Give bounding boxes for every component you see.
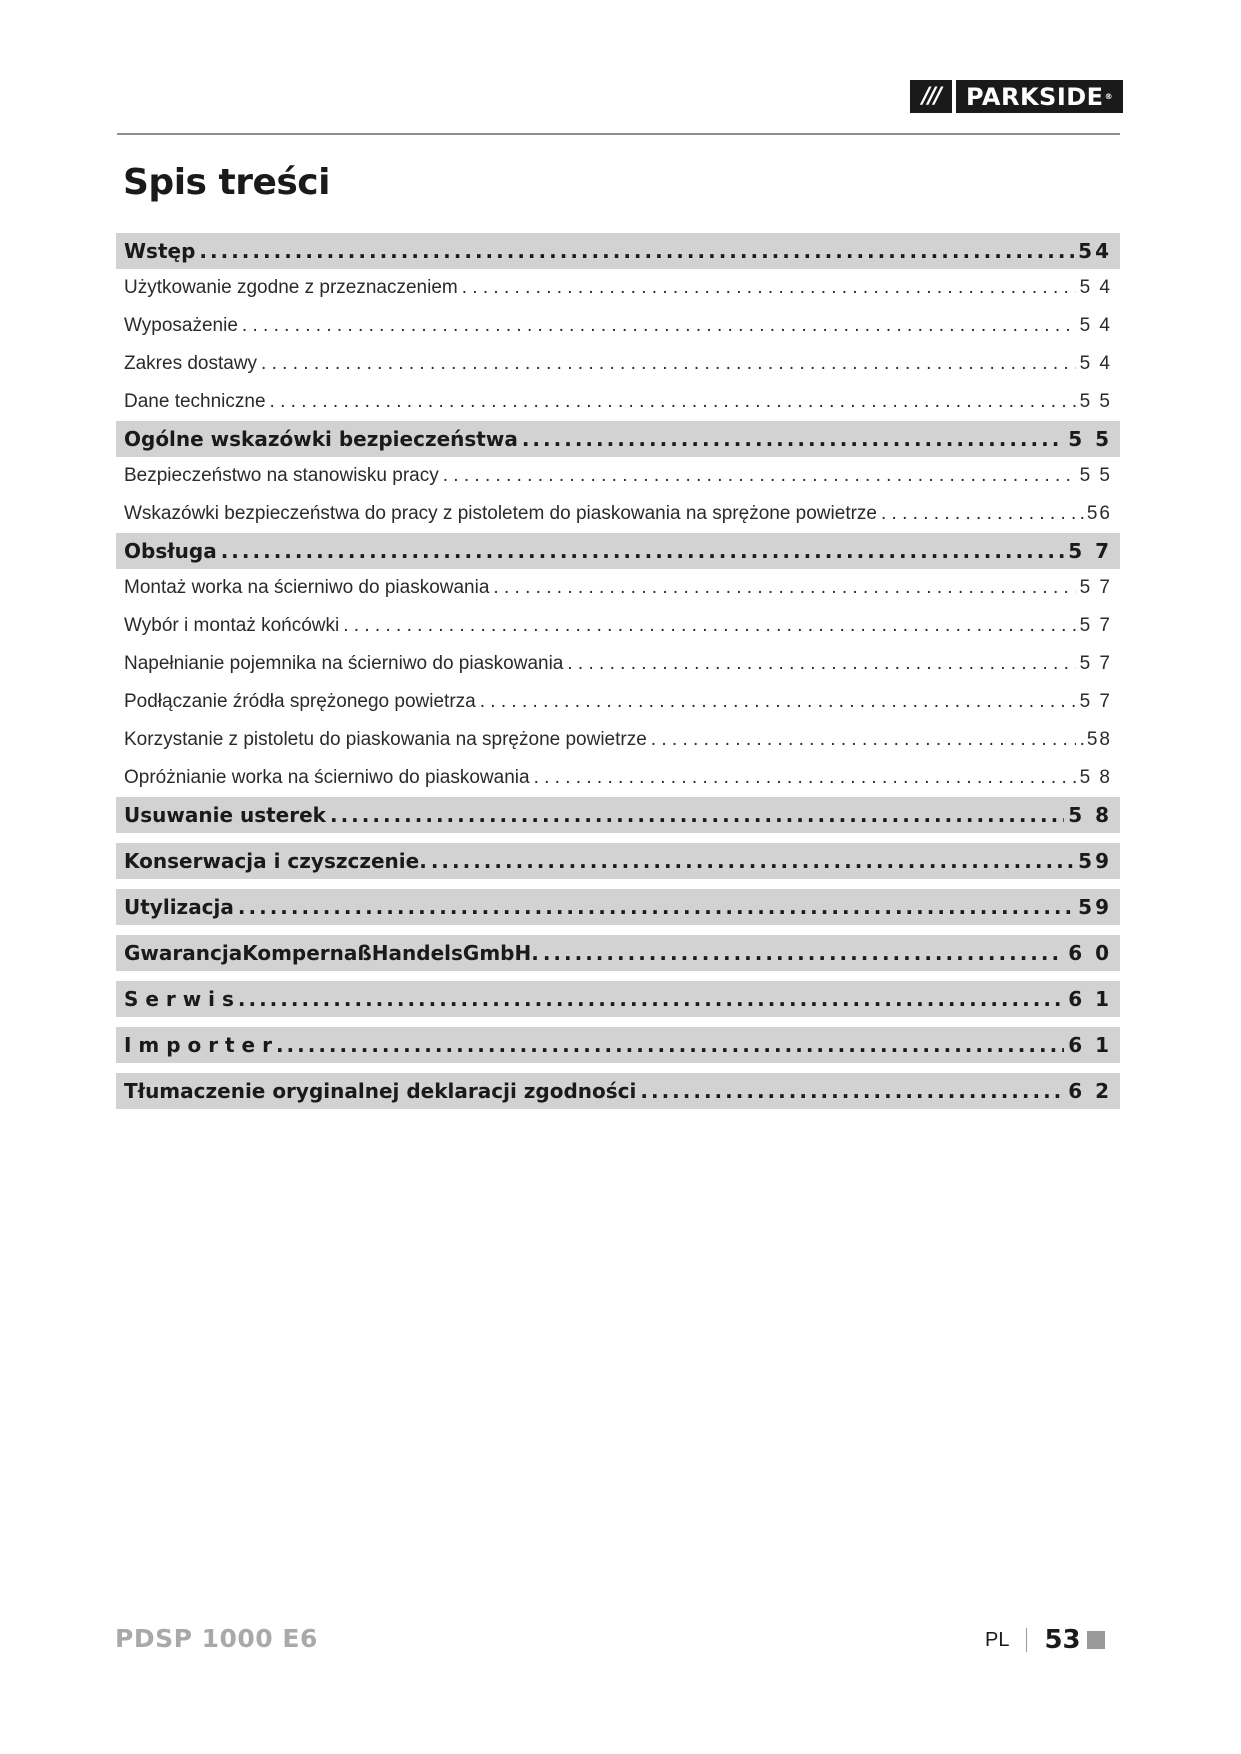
toc-entry[interactable]: [116, 307, 1120, 345]
toc-entry[interactable]: [116, 721, 1120, 759]
toc-entry-label: Bezpieczeństwo na stanowisku pracy: [124, 465, 439, 486]
toc-entry-label: Usuwanie usterek: [124, 803, 326, 827]
toc-section-deklaracja[interactable]: [116, 1073, 1120, 1109]
toc-entry-page: 5 4: [1079, 353, 1112, 374]
toc-entry-label: Napełnianie pojemnika na ścierniwo do piaskowania: [124, 653, 564, 674]
toc-section-obsluga[interactable]: [116, 533, 1120, 569]
toc-entry[interactable]: [116, 269, 1120, 307]
toc-section-usuwanie-usterek[interactable]: [116, 797, 1120, 833]
toc-entry-page: 5 4: [1079, 277, 1112, 298]
toc-entry-label: Utylizacja: [124, 895, 234, 919]
toc-entry-page: 59: [1078, 895, 1112, 919]
toc-entry-label: Wstęp: [124, 239, 196, 263]
toc-entry[interactable]: [116, 383, 1120, 421]
toc-section-bezpieczenstwo[interactable]: [116, 421, 1120, 457]
toc-entry-label: Podłączanie źródła sprężonego powietrza: [124, 691, 476, 712]
toc-section-wstep[interactable]: [116, 233, 1120, 269]
header-divider: [117, 133, 1120, 135]
toc-entry-label: GwarancjaKompernaßHandelsGmbH.: [124, 941, 539, 965]
toc-entry-page: 54: [1078, 239, 1112, 263]
logo-slashes: ///: [910, 80, 952, 113]
toc-section-serwis[interactable]: [116, 981, 1120, 1017]
toc-entry-page: 5 7: [1079, 653, 1112, 674]
toc-entry-label: Zakres dostawy: [124, 353, 258, 374]
toc-entry-label: Konserwacja i czyszczenie.: [124, 849, 427, 873]
toc-section-utylizacja[interactable]: [116, 889, 1120, 925]
toc-entry-page: 5 4: [1079, 315, 1112, 336]
toc-entry[interactable]: [116, 683, 1120, 721]
toc-entry[interactable]: [116, 569, 1120, 607]
toc-section-gwarancja[interactable]: [116, 935, 1120, 971]
toc-entry-page: 59: [1078, 849, 1112, 873]
toc-entry-label: Wskazówki bezpieczeństwa do pracy z pistoletem do piaskowania na sprężone powietrze: [124, 503, 877, 524]
table-of-contents: [116, 233, 1120, 1109]
logo-registered-mark: ®: [1104, 92, 1114, 101]
toc-entry-label: Ogólne wskazówki bezpieczeństwa: [124, 427, 518, 451]
toc-entry-label: Wybór i montaż końcówki: [124, 615, 340, 636]
parkside-logo: [910, 80, 1123, 113]
toc-entry-page: 5 7: [1079, 577, 1112, 598]
toc-entry[interactable]: [116, 495, 1120, 533]
toc-entry-page: 6 1: [1068, 1033, 1112, 1057]
page-title: Spis treści: [123, 162, 330, 203]
footer-page-info: [985, 1624, 1105, 1656]
toc-entry-page: 5 5: [1068, 427, 1112, 451]
toc-entry[interactable]: [116, 457, 1120, 495]
toc-entry-page: 5 7: [1079, 615, 1112, 636]
toc-entry-page: 5 8: [1079, 767, 1112, 788]
footer-separator: [1026, 1628, 1027, 1652]
toc-entry-page: 5 5: [1079, 465, 1112, 486]
toc-entry-label: Korzystanie z pistoletu do piaskowania na sprężone powietrze: [124, 729, 647, 750]
footer-model-name: PDSP 1000 E6: [115, 1624, 318, 1653]
toc-entry-label: Tłumaczenie oryginalnej deklaracji zgodności: [124, 1079, 637, 1103]
footer-page-number: 53: [1044, 1625, 1081, 1655]
toc-entry-label: Obsługa: [124, 539, 217, 563]
toc-entry-label: S e r w i s: [124, 987, 234, 1011]
toc-entry-label: Dane techniczne: [124, 391, 266, 412]
footer-language: PL: [985, 1628, 1010, 1651]
toc-entry-page: .56: [1079, 503, 1112, 524]
toc-entry-label: I m p o r t e r: [124, 1033, 272, 1057]
toc-entry-label: Opróżnianie worka na ścierniwo do piaskowania: [124, 767, 530, 788]
toc-entry[interactable]: [116, 759, 1120, 797]
toc-entry[interactable]: [116, 345, 1120, 383]
toc-entry-label: Użytkowanie zgodne z przeznaczeniem: [124, 277, 458, 298]
toc-entry-page: 5 7: [1079, 691, 1112, 712]
toc-entry-page: .58: [1079, 729, 1112, 750]
logo-text: PARKSIDE: [966, 82, 1104, 111]
toc-entry-label: Montaż worka na ścierniwo do piaskowania: [124, 577, 490, 598]
logo-wordmark: [956, 80, 1123, 113]
toc-entry-page: 6 1: [1068, 987, 1112, 1011]
toc-entry[interactable]: [116, 607, 1120, 645]
toc-entry-page: 6 2: [1068, 1079, 1112, 1103]
footer-square-icon: [1087, 1631, 1105, 1649]
toc-entry-page: 5 8: [1068, 803, 1112, 827]
toc-section-konserwacja[interactable]: [116, 843, 1120, 879]
toc-entry-page: 5 7: [1068, 539, 1112, 563]
toc-entry-label: Wyposażenie: [124, 315, 238, 336]
toc-entry-page: 6 0: [1068, 941, 1112, 965]
toc-entry-page: 5 5: [1079, 391, 1112, 412]
toc-entry[interactable]: [116, 645, 1120, 683]
toc-section-importer[interactable]: [116, 1027, 1120, 1063]
